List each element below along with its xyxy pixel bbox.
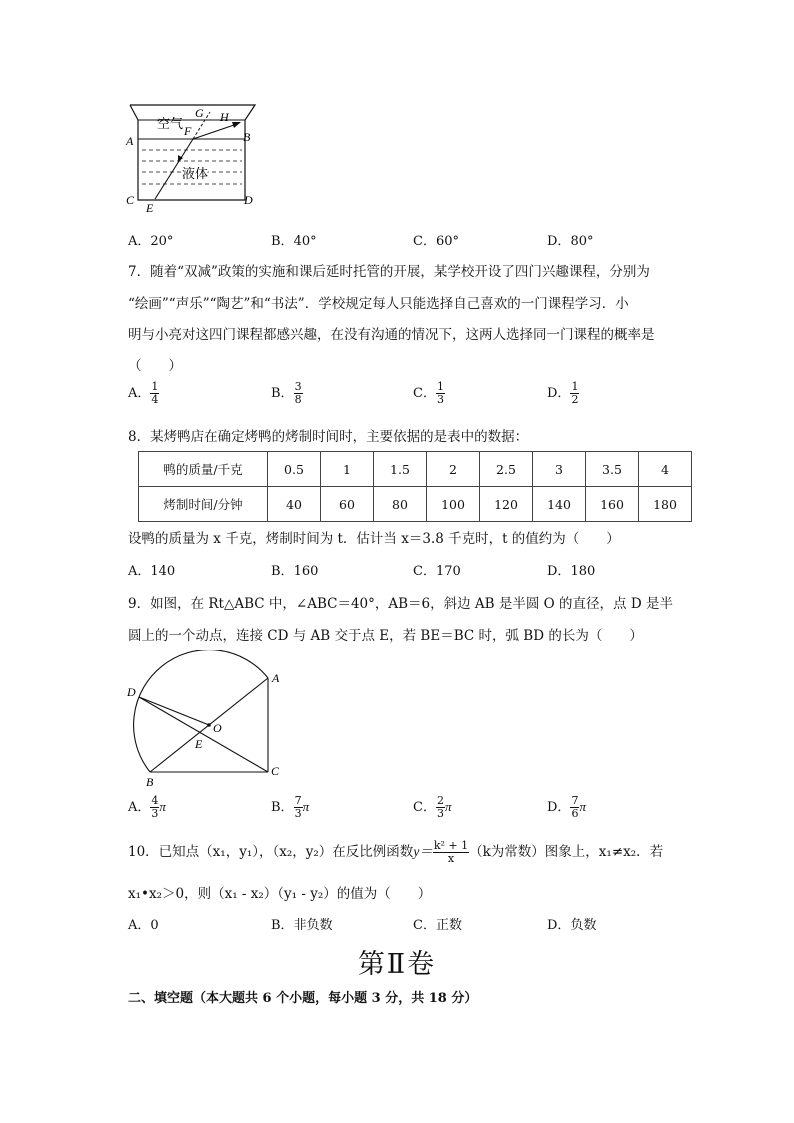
q9-option-a: A． $\frac{4}{3}$ π — [128, 794, 166, 820]
q10-option-d: D．负数 — [547, 918, 597, 933]
q8-option-d: D．180 — [547, 564, 596, 579]
q7-option-c: C． $\frac{1}{3}$ — [413, 380, 444, 406]
q9-option-d: D． $\frac{7}{6}$ π — [547, 794, 586, 820]
point-d: D — [244, 193, 253, 207]
q7-option-a: A． $\frac{1}{4}$ — [128, 380, 159, 406]
q8-option-a: A．140 — [128, 564, 176, 579]
label-air: 空气 — [157, 116, 184, 131]
q10-option-a: A．0 — [128, 918, 159, 933]
q7-line1: 7．随着“双减”政策的实施和课后延时托管的开展，某学校开设了四门兴趣课程，分别为 — [128, 264, 650, 280]
q9-line2: 圆上的一个动点，连接 CD 与 AB 交于点 E，若 BE＝BC 时，弧 BD 的长为（ ） — [128, 628, 643, 644]
table-row-header: 鸭的质量/千克 — [139, 452, 268, 487]
q6-option-b: B．40° — [271, 234, 317, 249]
q6-option-a: A．20° — [128, 234, 174, 249]
table-cell: 3 — [533, 452, 586, 487]
table-cell: 1 — [321, 452, 374, 487]
q7-option-b: B． $\frac{3}{8}$ — [271, 380, 302, 406]
arrow-head — [232, 122, 241, 128]
table-cell: 160 — [586, 487, 639, 522]
q10-line2: x₁•x₂＞0，则（x₁ - x₂）（y₁ - y₂）的值为（ ） — [128, 886, 432, 902]
section-title: 第Ⅱ卷 — [357, 949, 437, 980]
table-cell: 120 — [480, 487, 533, 522]
q10-line1: 10．已知点（x₁，y₁），（x₂，y₂）在反比例函数y＝ $\frac{\text{k² + 1}}{x}$ （k为常数）图象上，x₁≠x₂．若 — [128, 839, 664, 865]
q7-option-d: D． $\frac{1}{2}$ — [547, 380, 579, 406]
section2-heading: 二、填空题（本大题共 6 个小题，每小题 3 分，共 18 分） — [128, 991, 478, 1006]
center-dot-o — [207, 723, 211, 727]
semicircle-arc — [134, 650, 268, 772]
point-a: A — [126, 134, 134, 148]
point-f: F — [184, 124, 192, 138]
segment-cd — [139, 697, 268, 772]
point-e: E — [146, 201, 154, 215]
duck-data-table — [138, 451, 692, 522]
table-cell: 0.5 — [268, 452, 321, 487]
q10-option-b: B．非负数 — [271, 918, 333, 933]
q7-line4: （ ） — [128, 358, 182, 374]
table-cell: 2.5 — [480, 452, 533, 487]
container-refraction-figure — [120, 100, 270, 220]
q7-line3: 明与小亮对这四门课程都感兴趣，在没有沟通的情况下，这两人选择同一门课程的概率是 — [128, 327, 655, 343]
container-outline — [130, 105, 255, 200]
q8-after: 设鸭的质量为 x 千克，烤制时间为 t．估计当 x＝3.8 千克时，t 的值约为（ ） — [128, 531, 620, 547]
point-b: B — [243, 130, 251, 144]
semicircle-figure — [120, 650, 295, 790]
point-a: A — [272, 671, 280, 685]
q8-option-b: B．160 — [271, 564, 319, 579]
table-cell: 140 — [533, 487, 586, 522]
q9-line1: 9．如图，在 Rt△ABC 中，∠ABC＝40°，AB＝6，斜边 AB 是半圆 O 的直径，点 D 是半 — [128, 596, 673, 612]
table-cell: 3.5 — [586, 452, 639, 487]
q6-option-c: C．60° — [413, 234, 459, 249]
table-cell: 4 — [639, 452, 692, 487]
table-cell: 1.5 — [374, 452, 427, 487]
point-h: H — [220, 110, 229, 124]
point-e: E — [195, 737, 203, 751]
table-cell: 40 — [268, 487, 321, 522]
table-cell: 180 — [639, 487, 692, 522]
table-row-header: 烤制时间/分钟 — [139, 487, 268, 522]
table-cell: 100 — [427, 487, 480, 522]
q7-line2: “绘画”“声乐”“陶艺”和“书法”．学校规定每人只能选择自己喜欢的一门课程学习．小 — [128, 296, 629, 312]
q8-stem: 8．某烤鸭店在确定烤鸭的烤制时间时，主要依据的是表中的数据： — [128, 429, 529, 445]
table-cell: 80 — [374, 487, 427, 522]
point-c: C — [126, 193, 135, 207]
table-cell: 2 — [427, 452, 480, 487]
point-d: D — [127, 685, 136, 699]
table-row — [139, 487, 692, 522]
segment-do — [139, 697, 209, 725]
q9-option-c: C． $\frac{2}{3}$ π — [413, 794, 452, 820]
q9-option-b: B． $\frac{7}{3}$ π — [271, 794, 310, 820]
q6-option-d: D．80° — [547, 234, 594, 249]
point-c: C — [271, 764, 280, 778]
q8-option-c: C．170 — [413, 564, 461, 579]
point-o: O — [213, 721, 222, 735]
point-g: G — [195, 106, 204, 120]
ray-fh — [193, 124, 237, 139]
point-b: B — [146, 775, 154, 789]
table-row — [139, 452, 692, 487]
table-cell: 60 — [321, 487, 374, 522]
label-liquid: 液体 — [182, 166, 209, 181]
q10-option-c: C．正数 — [413, 918, 462, 933]
